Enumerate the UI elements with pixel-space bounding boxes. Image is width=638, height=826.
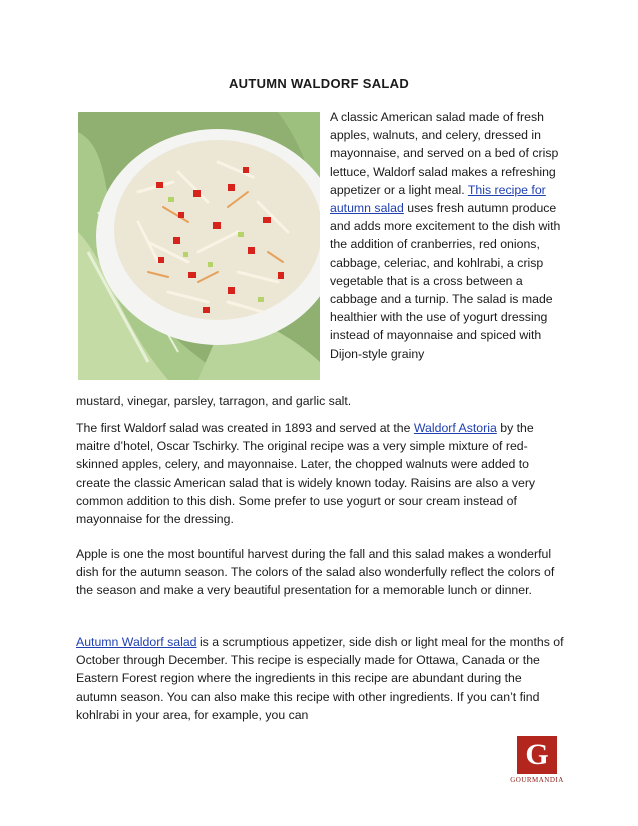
intro-paragraph: [330, 108, 570, 363]
intro-text-2: uses fresh autumn produce and adds more excitement to the dish with the addition of cranberries, red onions, cabbage, celeriac, and kohlrabi, a crisp vegetable that is a cross between a cabbage and a turnip. The salad is made healthier with the use of yogurt dressing instead of mayonnaise and spiced with Dijon-style grainy: [330, 201, 561, 361]
gourmandia-logo: [508, 736, 566, 790]
apple-paragraph: Apple is one the most bountiful harvest during the fall and this salad makes a wonderful dish for the autumn season. The colors of the salad also wonderfully reflect the colors of the season and make a very beautiful presentation for a memorable lunch or dinner.: [76, 547, 555, 598]
season-text: is a scrumptious appetizer, side dish or light meal for the months of October through December. This recipe is especially made for Ottawa, Canada or the Eastern Forest region where the ingredients in this recipe are abundant during the autumn season. You can also make this recipe with other ingredients. If you can’t find kohlrabi in your area, for example, you can: [76, 635, 564, 722]
salad-illustration: [78, 112, 320, 380]
logo-g-icon: G: [517, 736, 557, 774]
salad-photo: [78, 112, 320, 380]
history-text-2: by the maitre d’hotel, Oscar Tschirky. The original recipe was a very simple mixture of red-skinned apples, celery, and mayonnaise. Later, the chopped walnuts were added to create the classic American salad that is widely known today. Raisins are also a very common addition to this dish. Some prefer to use yogurt or sour cream instead of mayonnaise for the dressing.: [76, 421, 536, 527]
history-text-1: The first Waldorf salad was created in 1893 and served at the: [76, 421, 414, 435]
history-paragraph: [76, 419, 566, 528]
intro-text-1: A classic American salad made of fresh apples, walnuts, and celery, dressed in mayonnaise, and served on a bed of crisp lettuce, Waldorf salad makes a refreshing appetizer or a light meal.: [330, 110, 559, 197]
logo-name: GOURMANDIA: [510, 776, 564, 784]
page-title: AUTUMN WALDORF SALAD: [228, 76, 410, 91]
intro-paragraph-continued: mustard, vinegar, parsley, tarragon, and garlic salt.: [76, 394, 352, 408]
autumn-salad-recipe-link[interactable]: This recipe for autumn salad: [330, 182, 546, 216]
waldorf-astoria-link[interactable]: Waldorf Astoria: [413, 421, 497, 435]
autumn-waldorf-salad-link[interactable]: Autumn Waldorf salad: [76, 635, 197, 649]
season-paragraph: [76, 633, 566, 724]
